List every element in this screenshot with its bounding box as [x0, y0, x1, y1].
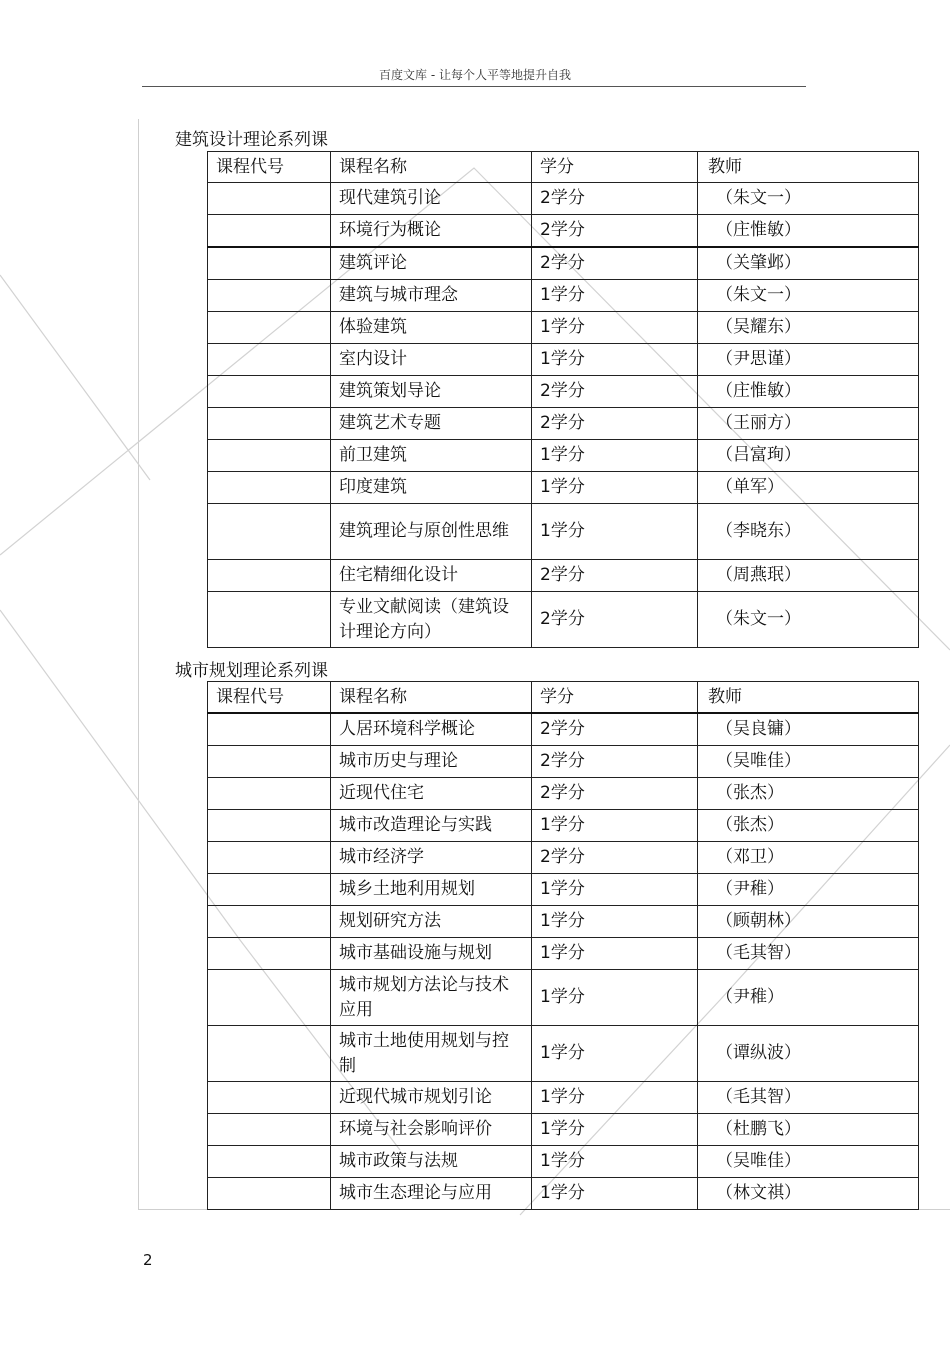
- course-name: 城市经济学: [331, 842, 532, 874]
- course-code: [208, 713, 331, 746]
- course-code: [208, 280, 331, 312]
- table-row: [208, 1082, 919, 1114]
- course-name: 前卫建筑: [331, 440, 532, 472]
- table-header-row: [208, 682, 919, 714]
- course-code: [208, 472, 331, 504]
- course-teacher: （王丽方）: [698, 408, 919, 440]
- table-row: [208, 906, 919, 938]
- course-name: 城市历史与理论: [331, 746, 532, 778]
- table-row: [208, 592, 919, 648]
- header-credits: 学分: [532, 682, 698, 714]
- course-teacher: （毛其智）: [698, 938, 919, 970]
- course-teacher: （张杰）: [698, 778, 919, 810]
- course-credits: 1学分: [532, 472, 698, 504]
- course-teacher: （谭纵波）: [698, 1026, 919, 1082]
- course-teacher: （李晓东）: [698, 504, 919, 560]
- course-credits: 2学分: [532, 560, 698, 592]
- course-name: 城市生态理论与应用: [331, 1178, 532, 1210]
- course-code: [208, 874, 331, 906]
- table-row: [208, 408, 919, 440]
- course-credits: 2学分: [532, 408, 698, 440]
- architecture-course-table: [207, 151, 919, 648]
- course-teacher: （单军）: [698, 472, 919, 504]
- course-code: [208, 970, 331, 1026]
- course-teacher: （林文祺）: [698, 1178, 919, 1210]
- course-credits: 1学分: [532, 1082, 698, 1114]
- course-code: [208, 1146, 331, 1178]
- course-teacher: （关肇邺）: [698, 247, 919, 280]
- table-row: [208, 560, 919, 592]
- course-teacher: （尹思谨）: [698, 344, 919, 376]
- course-name: 建筑评论: [331, 247, 532, 280]
- course-name: 人居环境科学概论: [331, 713, 532, 746]
- course-credits: 2学分: [532, 713, 698, 746]
- course-credits: 2学分: [532, 183, 698, 215]
- course-teacher: （吕富珣）: [698, 440, 919, 472]
- course-name: 体验建筑: [331, 312, 532, 344]
- course-code: [208, 778, 331, 810]
- course-name: 建筑策划导论: [331, 376, 532, 408]
- table-row: [208, 842, 919, 874]
- course-name: 城市政策与法规: [331, 1146, 532, 1178]
- course-code: [208, 1082, 331, 1114]
- course-name: 建筑与城市理念: [331, 280, 532, 312]
- course-code: [208, 560, 331, 592]
- header-teacher: 教师: [698, 152, 919, 183]
- urban-planning-course-table: [207, 681, 919, 1210]
- course-credits: 2学分: [532, 592, 698, 648]
- course-name: 专业文献阅读（建筑设计理论方向）: [331, 592, 532, 648]
- header-course-name: 课程名称: [331, 152, 532, 183]
- course-teacher: （庄惟敏）: [698, 376, 919, 408]
- course-credits: 1学分: [532, 810, 698, 842]
- table-row: [208, 1178, 919, 1210]
- course-name: 城乡土地利用规划: [331, 874, 532, 906]
- header-teacher: 教师: [698, 682, 919, 714]
- course-code: [208, 344, 331, 376]
- course-code: [208, 938, 331, 970]
- table-row: [208, 746, 919, 778]
- course-teacher: （吴唯佳）: [698, 1146, 919, 1178]
- header-credits: 学分: [532, 152, 698, 183]
- course-credits: 1学分: [532, 504, 698, 560]
- course-name: 建筑艺术专题: [331, 408, 532, 440]
- header-rule: [142, 86, 806, 87]
- course-name: 环境行为概论: [331, 215, 532, 248]
- course-teacher: （周燕珉）: [698, 560, 919, 592]
- course-credits: 1学分: [532, 874, 698, 906]
- table-row: [208, 1026, 919, 1082]
- course-code: [208, 592, 331, 648]
- course-teacher: （吴耀东）: [698, 312, 919, 344]
- header-course-name: 课程名称: [331, 682, 532, 714]
- course-code: [208, 1026, 331, 1082]
- course-credits: 2学分: [532, 247, 698, 280]
- course-credits: 1学分: [532, 906, 698, 938]
- course-credits: 2学分: [532, 778, 698, 810]
- course-code: [208, 504, 331, 560]
- course-teacher: （朱文一）: [698, 592, 919, 648]
- course-code: [208, 906, 331, 938]
- course-credits: 1学分: [532, 938, 698, 970]
- table-row: [208, 938, 919, 970]
- table-row: [208, 247, 919, 280]
- course-teacher: （毛其智）: [698, 1082, 919, 1114]
- course-credits: 2学分: [532, 376, 698, 408]
- course-code: [208, 215, 331, 248]
- course-teacher: （邓卫）: [698, 842, 919, 874]
- course-name: 城市基础设施与规划: [331, 938, 532, 970]
- course-code: [208, 1114, 331, 1146]
- course-name: 城市改造理论与实践: [331, 810, 532, 842]
- course-credits: 1学分: [532, 344, 698, 376]
- table-row: [208, 1146, 919, 1178]
- course-code: [208, 376, 331, 408]
- course-teacher: （庄惟敏）: [698, 215, 919, 248]
- course-credits: 2学分: [532, 746, 698, 778]
- section-title-architecture: 建筑设计理论系列课: [175, 130, 328, 150]
- course-name: 建筑理论与原创性思维: [331, 504, 532, 560]
- table-row: [208, 504, 919, 560]
- course-code: [208, 183, 331, 215]
- course-code: [208, 810, 331, 842]
- course-code: [208, 746, 331, 778]
- course-credits: 1学分: [532, 1178, 698, 1210]
- course-code: [208, 842, 331, 874]
- table-header-row: [208, 152, 919, 183]
- course-name: 住宅精细化设计: [331, 560, 532, 592]
- course-code: [208, 1178, 331, 1210]
- course-teacher: （尹稚）: [698, 970, 919, 1026]
- course-teacher: （朱文一）: [698, 280, 919, 312]
- course-credits: 1学分: [532, 1026, 698, 1082]
- course-code: [208, 247, 331, 280]
- table-row: [208, 810, 919, 842]
- course-teacher: （吴良镛）: [698, 713, 919, 746]
- table-row: [208, 312, 919, 344]
- table-row: [208, 376, 919, 408]
- page-number: 2: [143, 1251, 153, 1269]
- header-course-code: 课程代号: [208, 152, 331, 183]
- course-name: 室内设计: [331, 344, 532, 376]
- table-row: [208, 874, 919, 906]
- table-row: [208, 280, 919, 312]
- course-credits: 1学分: [532, 1114, 698, 1146]
- table-row: [208, 713, 919, 746]
- course-teacher: （张杰）: [698, 810, 919, 842]
- course-code: [208, 408, 331, 440]
- course-teacher: （吴唯佳）: [698, 746, 919, 778]
- table-row: [208, 215, 919, 248]
- course-credits: 2学分: [532, 215, 698, 248]
- course-credits: 1学分: [532, 312, 698, 344]
- header-course-code: 课程代号: [208, 682, 331, 714]
- course-credits: 2学分: [532, 842, 698, 874]
- page-header: 百度文库 - 让每个人平等地提升自我: [379, 68, 571, 82]
- table-row: [208, 472, 919, 504]
- table-row: [208, 778, 919, 810]
- course-name: 城市规划方法论与技术应用: [331, 970, 532, 1026]
- course-teacher: （尹稚）: [698, 874, 919, 906]
- course-credits: 1学分: [532, 970, 698, 1026]
- course-credits: 1学分: [532, 1146, 698, 1178]
- course-code: [208, 312, 331, 344]
- table-row: [208, 183, 919, 215]
- course-name: 印度建筑: [331, 472, 532, 504]
- table-row: [208, 344, 919, 376]
- course-name: 环境与社会影响评价: [331, 1114, 532, 1146]
- course-name: 现代建筑引论: [331, 183, 532, 215]
- course-name: 近现代城市规划引论: [331, 1082, 532, 1114]
- course-teacher: （杜鹏飞）: [698, 1114, 919, 1146]
- section-title-urban-planning: 城市规划理论系列课: [175, 661, 328, 681]
- table-row: [208, 970, 919, 1026]
- course-credits: 1学分: [532, 440, 698, 472]
- course-name: 近现代住宅: [331, 778, 532, 810]
- table-row: [208, 440, 919, 472]
- course-name: 规划研究方法: [331, 906, 532, 938]
- course-teacher: （顾朝林）: [698, 906, 919, 938]
- table-row: [208, 1114, 919, 1146]
- course-code: [208, 440, 331, 472]
- course-name: 城市土地使用规划与控制: [331, 1026, 532, 1082]
- course-credits: 1学分: [532, 280, 698, 312]
- frame-left-border: [138, 119, 139, 1209]
- course-teacher: （朱文一）: [698, 183, 919, 215]
